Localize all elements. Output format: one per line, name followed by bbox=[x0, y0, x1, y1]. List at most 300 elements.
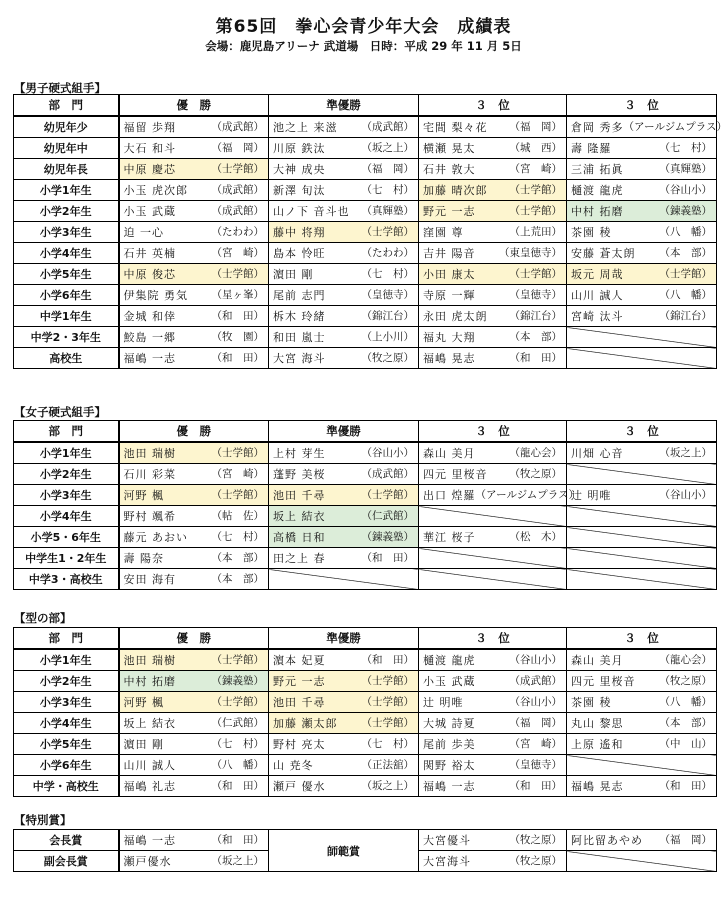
table-header-row bbox=[14, 628, 717, 650]
dojo-name: （士学館） bbox=[211, 447, 264, 459]
result-cell bbox=[269, 243, 419, 264]
dojo-name: （牧之原） bbox=[659, 675, 712, 687]
result-cell bbox=[419, 116, 567, 138]
participant-name: 濵田 剛 bbox=[123, 738, 164, 751]
dojo-name: （錬義塾） bbox=[361, 531, 414, 543]
dojo-name: （七 村） bbox=[361, 184, 414, 196]
dojo-name: （宮 崎） bbox=[509, 738, 562, 750]
participant-name: 鮫島 一郷 bbox=[123, 331, 176, 344]
dojo-name: （福 岡） bbox=[361, 163, 414, 175]
result-cell bbox=[269, 327, 419, 348]
table-row bbox=[14, 159, 717, 180]
participant-name: 山 尭冬 bbox=[273, 759, 314, 772]
participant-name: 丸山 黎思 bbox=[571, 717, 624, 730]
dojo-name: （アールジムプラス） bbox=[475, 489, 579, 501]
result-cell bbox=[419, 671, 567, 692]
table-row bbox=[14, 180, 717, 201]
dojo-name: （牧之原） bbox=[361, 352, 414, 364]
table-row bbox=[14, 527, 717, 548]
table-row bbox=[14, 692, 717, 713]
participant-name: 石井 敦大 bbox=[423, 163, 476, 176]
column-header: ３ 位 bbox=[567, 95, 717, 117]
dojo-name: （士学館） bbox=[659, 268, 712, 280]
result-cell bbox=[269, 713, 419, 734]
dojo-name: （錦江台） bbox=[361, 310, 414, 322]
column-header: 準優勝 bbox=[269, 421, 419, 443]
result-cell bbox=[269, 464, 419, 485]
boys-kumite-table bbox=[13, 94, 727, 369]
participant-name: 川畑 心音 bbox=[571, 447, 624, 460]
participant-name: 永田 虎太朗 bbox=[423, 310, 488, 323]
participant-name: 出口 煌羅 bbox=[423, 489, 476, 502]
dojo-name: （八 幡） bbox=[659, 696, 712, 708]
result-cell bbox=[119, 264, 269, 285]
result-cell bbox=[119, 201, 269, 222]
column-header: 準優勝 bbox=[269, 95, 419, 117]
dojo-name: （宮 崎） bbox=[211, 468, 264, 480]
dojo-name: （八 幡） bbox=[659, 289, 712, 301]
dojo-name: （仁武館） bbox=[361, 510, 414, 522]
result-cell bbox=[119, 285, 269, 306]
category-label: 小学1年生 bbox=[14, 649, 119, 671]
participant-name: 壽 陽奈 bbox=[123, 552, 164, 565]
result-cell bbox=[269, 264, 419, 285]
dojo-name: （八 幡） bbox=[211, 759, 264, 771]
participant-name: 三浦 拓眞 bbox=[571, 163, 624, 176]
participant-name: 茶園 稜 bbox=[571, 696, 612, 709]
dojo-name: （福 岡） bbox=[509, 121, 562, 133]
result-cell bbox=[567, 201, 717, 222]
result-cell bbox=[269, 285, 419, 306]
result-cell bbox=[567, 306, 717, 327]
participant-name: 池田 瑞樹 bbox=[123, 447, 176, 460]
column-header: 優 勝 bbox=[119, 421, 269, 443]
dojo-name: （錦江台） bbox=[509, 310, 562, 322]
column-header: ３ 位 bbox=[419, 95, 567, 117]
category-label: 小学2年生 bbox=[14, 671, 119, 692]
result-cell bbox=[119, 569, 269, 590]
participant-name: 濵田 剛 bbox=[273, 268, 314, 281]
dojo-name: （福 岡） bbox=[211, 142, 264, 154]
participant-name: 高橋 日和 bbox=[273, 531, 326, 544]
participant-name: 山川 誠人 bbox=[571, 289, 624, 302]
dojo-name: （福 岡） bbox=[509, 717, 562, 729]
dojo-name: （皇徳寺） bbox=[361, 289, 414, 301]
empty-cell bbox=[567, 327, 717, 348]
participant-name: 上原 遙和 bbox=[571, 738, 624, 751]
participant-name: 坂上 結衣 bbox=[273, 510, 326, 523]
participant-name: 伊集院 勇気 bbox=[123, 289, 188, 302]
dojo-name: （谷山小） bbox=[509, 654, 562, 666]
result-cell bbox=[419, 527, 567, 548]
column-header: 優 勝 bbox=[119, 95, 269, 117]
participant-name: 池田 千尋 bbox=[273, 696, 326, 709]
participant-name: 藤元 あおい bbox=[123, 531, 188, 544]
result-cell bbox=[567, 264, 717, 285]
result-cell bbox=[567, 138, 717, 159]
result-cell bbox=[567, 734, 717, 755]
participant-name: 上村 芽生 bbox=[273, 447, 326, 460]
empty-cell bbox=[419, 506, 567, 527]
result-cell bbox=[269, 506, 419, 527]
result-cell bbox=[269, 485, 419, 506]
dojo-name: （谷山小） bbox=[659, 489, 712, 501]
participant-name: 小玉 武蔵 bbox=[423, 675, 476, 688]
participant-name: 宮崎 汰斗 bbox=[571, 310, 624, 323]
dojo-name: （谷山小） bbox=[659, 184, 712, 196]
shihan-award-winner: 大宮優斗 （牧之原） bbox=[419, 830, 567, 851]
dojo-name: （士学館） bbox=[509, 184, 562, 196]
result-cell bbox=[269, 138, 419, 159]
dojo-name: （本 部） bbox=[509, 331, 562, 343]
result-cell bbox=[269, 222, 419, 243]
empty-cell bbox=[567, 569, 717, 590]
dojo-name: （坂之上） bbox=[361, 142, 414, 154]
empty-cell bbox=[419, 548, 567, 569]
dojo-name: （成武館） bbox=[211, 184, 264, 196]
section-label-girls-kumite: 【女子硬式組手】 bbox=[14, 405, 106, 419]
table-row bbox=[14, 327, 717, 348]
table-row bbox=[14, 222, 717, 243]
category-label: 中学1年生 bbox=[14, 306, 119, 327]
empty-cell bbox=[567, 755, 717, 776]
participant-name: 福嶋 一志 bbox=[423, 780, 476, 793]
girls-kumite-table bbox=[13, 420, 717, 590]
participant-name: 森山 美月 bbox=[571, 654, 624, 667]
section-label-special-awards: 【特別賞】 bbox=[14, 813, 72, 827]
dojo-name: （士学館） bbox=[211, 489, 264, 501]
participant-name: 濵本 妃夏 bbox=[273, 654, 326, 667]
result-cell bbox=[269, 734, 419, 755]
table-row bbox=[14, 569, 717, 590]
table-row bbox=[14, 755, 717, 776]
dojo-name: （七 村） bbox=[211, 738, 264, 750]
dojo-name: （龍心会） bbox=[509, 447, 562, 459]
section-label-boys-kumite: 【男子硬式組手】 bbox=[14, 81, 106, 95]
dojo-name: （たわわ） bbox=[211, 226, 264, 238]
result-cell bbox=[269, 527, 419, 548]
result-cell bbox=[419, 243, 567, 264]
dojo-name: （和 田） bbox=[509, 352, 562, 364]
table-row bbox=[14, 201, 717, 222]
table-row bbox=[14, 776, 717, 797]
category-label: 小学5年生 bbox=[14, 264, 119, 285]
dojo-name: （宮 崎） bbox=[211, 247, 264, 259]
participant-name: 福嶋 晃志 bbox=[423, 352, 476, 365]
participant-name: 大宮 海斗 bbox=[273, 352, 326, 365]
empty-cell bbox=[567, 548, 717, 569]
participant-name: 中原 俊芯 bbox=[123, 268, 176, 281]
participant-name: 福嶋 一志 bbox=[123, 352, 176, 365]
dojo-name: （士学館） bbox=[361, 489, 414, 501]
result-cell bbox=[419, 180, 567, 201]
result-cell bbox=[567, 159, 717, 180]
participant-name: 加藤 瀬太郎 bbox=[273, 717, 338, 730]
participant-name: 池田 千尋 bbox=[273, 489, 326, 502]
participant-name: 樋渡 龍虎 bbox=[571, 184, 624, 197]
empty-cell bbox=[419, 569, 567, 590]
dojo-name: （帖 佐） bbox=[211, 510, 264, 522]
table-row bbox=[14, 548, 717, 569]
participant-name: 石井 英楠 bbox=[123, 247, 176, 260]
category-label: 小学1年生 bbox=[14, 442, 119, 464]
dojo-name: （士学館） bbox=[361, 226, 414, 238]
category-label: 小学4年生 bbox=[14, 243, 119, 264]
special-awards-table bbox=[13, 829, 717, 872]
dojo-name: （成武館） bbox=[211, 121, 264, 133]
result-cell bbox=[269, 755, 419, 776]
result-cell bbox=[567, 485, 717, 506]
participant-name: 窪園 尊 bbox=[423, 226, 464, 239]
column-header: 部 門 bbox=[14, 421, 119, 443]
result-cell bbox=[567, 713, 717, 734]
dojo-name: （士学館） bbox=[211, 163, 264, 175]
dojo-name: （谷山小） bbox=[509, 696, 562, 708]
result-cell bbox=[419, 159, 567, 180]
result-cell bbox=[419, 649, 567, 671]
dojo-name: （城 西） bbox=[509, 142, 562, 154]
category-label: 小学4年生 bbox=[14, 713, 119, 734]
dojo-name: （坂之上） bbox=[659, 447, 712, 459]
participant-name: 和田 嵐士 bbox=[273, 331, 326, 344]
dojo-name: （成武館） bbox=[509, 675, 562, 687]
result-cell bbox=[119, 327, 269, 348]
result-cell bbox=[419, 464, 567, 485]
participant-name: 吉井 陽音 bbox=[423, 247, 476, 260]
participant-name: 山ノ下 音斗也 bbox=[273, 205, 350, 218]
result-cell bbox=[269, 159, 419, 180]
result-cell bbox=[419, 222, 567, 243]
participant-name: 小田 康太 bbox=[423, 268, 476, 281]
result-cell bbox=[567, 285, 717, 306]
result-cell bbox=[119, 464, 269, 485]
participant-name: 尾前 志門 bbox=[273, 289, 326, 302]
result-cell bbox=[269, 180, 419, 201]
dojo-name: （アールジムプラス） bbox=[623, 121, 727, 133]
fuku-kaicho-award-winner: 瀬戸優水 （坂之上） bbox=[119, 851, 269, 872]
category-label: 幼児年少 bbox=[14, 116, 119, 138]
dojo-name: （和 田） bbox=[361, 552, 414, 564]
category-label: 幼児年長 bbox=[14, 159, 119, 180]
dojo-name: （中 山） bbox=[659, 738, 712, 750]
dojo-name: （本 部） bbox=[211, 552, 264, 564]
table-row bbox=[14, 734, 717, 755]
result-cell bbox=[567, 671, 717, 692]
category-label: 中学生1・2年生 bbox=[14, 548, 119, 569]
result-cell bbox=[269, 442, 419, 464]
table-row bbox=[14, 243, 717, 264]
participant-name: 福丸 大翔 bbox=[423, 331, 476, 344]
result-cell bbox=[419, 485, 579, 506]
column-header: 部 門 bbox=[14, 95, 119, 117]
dojo-name: （真輝塾） bbox=[361, 205, 414, 217]
participant-name: 河野 楓 bbox=[123, 489, 164, 502]
result-cell bbox=[567, 180, 717, 201]
table-row bbox=[14, 116, 717, 138]
participant-name: 坂元 周哉 bbox=[571, 268, 624, 281]
participant-name: 野元 一志 bbox=[423, 205, 476, 218]
dojo-name: （和 田） bbox=[211, 310, 264, 322]
dojo-name: （和 田） bbox=[509, 780, 562, 792]
page-title: 第65回 拳心会青少年大会 成績表 bbox=[215, 17, 512, 37]
result-cell bbox=[419, 138, 567, 159]
dojo-name: （牧 園） bbox=[211, 331, 264, 343]
table-row bbox=[14, 830, 717, 851]
participant-name: 新澤 旬汰 bbox=[273, 184, 326, 197]
participant-name: 福留 歩翔 bbox=[123, 121, 176, 134]
result-cell bbox=[419, 442, 567, 464]
category-label: 小学3年生 bbox=[14, 485, 119, 506]
dojo-name: （坂之上） bbox=[361, 780, 414, 792]
empty-cell bbox=[269, 569, 419, 590]
participant-name: 壽 隆羅 bbox=[571, 142, 612, 155]
result-cell bbox=[567, 222, 717, 243]
category-label: 小学5年生 bbox=[14, 734, 119, 755]
result-cell bbox=[119, 527, 269, 548]
result-cell bbox=[419, 264, 567, 285]
participant-name: 田之上 春 bbox=[273, 552, 326, 565]
dojo-name: （錬義塾） bbox=[211, 675, 264, 687]
participant-name: 中原 慶芯 bbox=[123, 163, 176, 176]
result-cell bbox=[419, 285, 567, 306]
table-row bbox=[14, 138, 717, 159]
dojo-name: （上荒田） bbox=[509, 226, 562, 238]
participant-name: 宅間 梨々花 bbox=[423, 121, 488, 134]
column-header: ３ 位 bbox=[567, 628, 717, 650]
dojo-name: （本 部） bbox=[659, 717, 712, 729]
participant-name: 山川 誠人 bbox=[123, 759, 176, 772]
dojo-name: （士学館） bbox=[509, 205, 562, 217]
kaicho-award-label: 会長賞 bbox=[14, 830, 119, 851]
result-cell bbox=[419, 327, 567, 348]
dojo-name: （宮 崎） bbox=[509, 163, 562, 175]
result-cell bbox=[119, 755, 269, 776]
table-row bbox=[14, 442, 717, 464]
result-cell bbox=[119, 548, 269, 569]
participant-name: 金城 和倖 bbox=[123, 310, 176, 323]
result-cell bbox=[119, 306, 269, 327]
participant-name: 蓬野 美桜 bbox=[273, 468, 326, 481]
participant-name: 尾前 歩美 bbox=[423, 738, 476, 751]
section-label-kata: 【型の部】 bbox=[14, 611, 72, 625]
dojo-name: （士学館） bbox=[361, 717, 414, 729]
participant-name: 中村 拓磨 bbox=[571, 205, 624, 218]
dojo-name: （皇徳寺） bbox=[509, 289, 562, 301]
column-header: 優 勝 bbox=[119, 628, 269, 650]
dojo-name: （牧之原） bbox=[509, 468, 562, 480]
result-cell bbox=[269, 692, 419, 713]
dojo-name: （七 村） bbox=[361, 738, 414, 750]
column-header: ３ 位 bbox=[419, 421, 567, 443]
dojo-name: （七 村） bbox=[211, 531, 264, 543]
result-cell bbox=[119, 243, 269, 264]
shihan-award-winner: 大宮海斗 （牧之原） bbox=[419, 851, 567, 872]
participant-name: 辻 明唯 bbox=[423, 696, 464, 709]
participant-name: 華江 桜子 bbox=[423, 531, 476, 544]
dojo-name: （本 部） bbox=[211, 573, 264, 585]
dojo-name: （松 木） bbox=[509, 531, 562, 543]
result-cell bbox=[119, 138, 269, 159]
participant-name: 石川 彩菜 bbox=[123, 468, 176, 481]
result-cell bbox=[119, 442, 269, 464]
participant-name: 辻 明唯 bbox=[571, 489, 612, 502]
result-cell bbox=[567, 776, 717, 797]
dojo-name: （谷山小） bbox=[361, 447, 414, 459]
participant-name: 野村 颯希 bbox=[123, 510, 176, 523]
shihan-award-label: 師範賞 bbox=[269, 830, 419, 872]
result-cell bbox=[119, 734, 269, 755]
result-cell bbox=[567, 649, 717, 671]
empty-cell bbox=[567, 464, 717, 485]
result-cell bbox=[119, 180, 269, 201]
dojo-name: （星ヶ峯） bbox=[211, 289, 264, 301]
result-cell bbox=[269, 548, 419, 569]
participant-name: 安藤 蒼太朗 bbox=[571, 247, 636, 260]
column-header: 準優勝 bbox=[269, 628, 419, 650]
participant-name: 島本 怜旺 bbox=[273, 247, 326, 260]
result-cell bbox=[567, 442, 717, 464]
dojo-name: （錦江台） bbox=[659, 310, 712, 322]
result-cell bbox=[419, 692, 567, 713]
category-label: 小学2年生 bbox=[14, 201, 119, 222]
result-cell bbox=[119, 485, 269, 506]
dojo-name: （皇徳寺） bbox=[509, 759, 562, 771]
dojo-name: （士学館） bbox=[361, 675, 414, 687]
participant-name: 安田 海有 bbox=[123, 573, 176, 586]
dojo-name: （龍心会） bbox=[659, 654, 712, 666]
dojo-name: （士学館） bbox=[509, 268, 562, 280]
category-label: 小学3年生 bbox=[14, 222, 119, 243]
table-row bbox=[14, 348, 717, 369]
result-cell bbox=[269, 649, 419, 671]
category-label: 高校生 bbox=[14, 348, 119, 369]
dojo-name: （士学館） bbox=[211, 654, 264, 666]
table-row bbox=[14, 649, 717, 671]
result-cell bbox=[119, 671, 269, 692]
result-cell bbox=[419, 713, 567, 734]
dojo-name: （錬義塾） bbox=[659, 205, 712, 217]
participant-name: 福嶋 晃志 bbox=[571, 780, 624, 793]
result-cell bbox=[119, 116, 269, 138]
participant-name: 河野 楓 bbox=[123, 696, 164, 709]
fuku-kaicho-award-label: 副会長賞 bbox=[14, 851, 119, 872]
result-cell bbox=[119, 776, 269, 797]
dojo-name: （士学館） bbox=[361, 696, 414, 708]
participant-name: 野村 亮太 bbox=[273, 738, 326, 751]
dojo-name: （東皇徳寺） bbox=[499, 247, 562, 259]
dojo-name: （七 村） bbox=[659, 142, 712, 154]
participant-name: 小玉 武蔵 bbox=[123, 205, 176, 218]
participant-name: 迫 一心 bbox=[123, 226, 164, 239]
result-cell bbox=[119, 506, 269, 527]
result-cell bbox=[269, 306, 419, 327]
dojo-name: （成武館） bbox=[361, 121, 414, 133]
column-header: 部 門 bbox=[14, 628, 119, 650]
result-cell bbox=[119, 649, 269, 671]
category-label: 中学3・高校生 bbox=[14, 569, 119, 590]
dojo-name: （和 田） bbox=[361, 654, 414, 666]
dojo-name: （本 部） bbox=[659, 247, 712, 259]
result-cell bbox=[119, 159, 269, 180]
category-label: 小学5・6年生 bbox=[14, 527, 119, 548]
empty-cell bbox=[567, 851, 717, 872]
empty-cell bbox=[567, 348, 717, 369]
kaicho-award-winner: 福嶋 一志 （和 田） bbox=[119, 830, 269, 851]
empty-cell bbox=[567, 506, 717, 527]
column-header: ３ 位 bbox=[567, 421, 717, 443]
empty-cell bbox=[567, 527, 717, 548]
result-cell bbox=[419, 201, 567, 222]
